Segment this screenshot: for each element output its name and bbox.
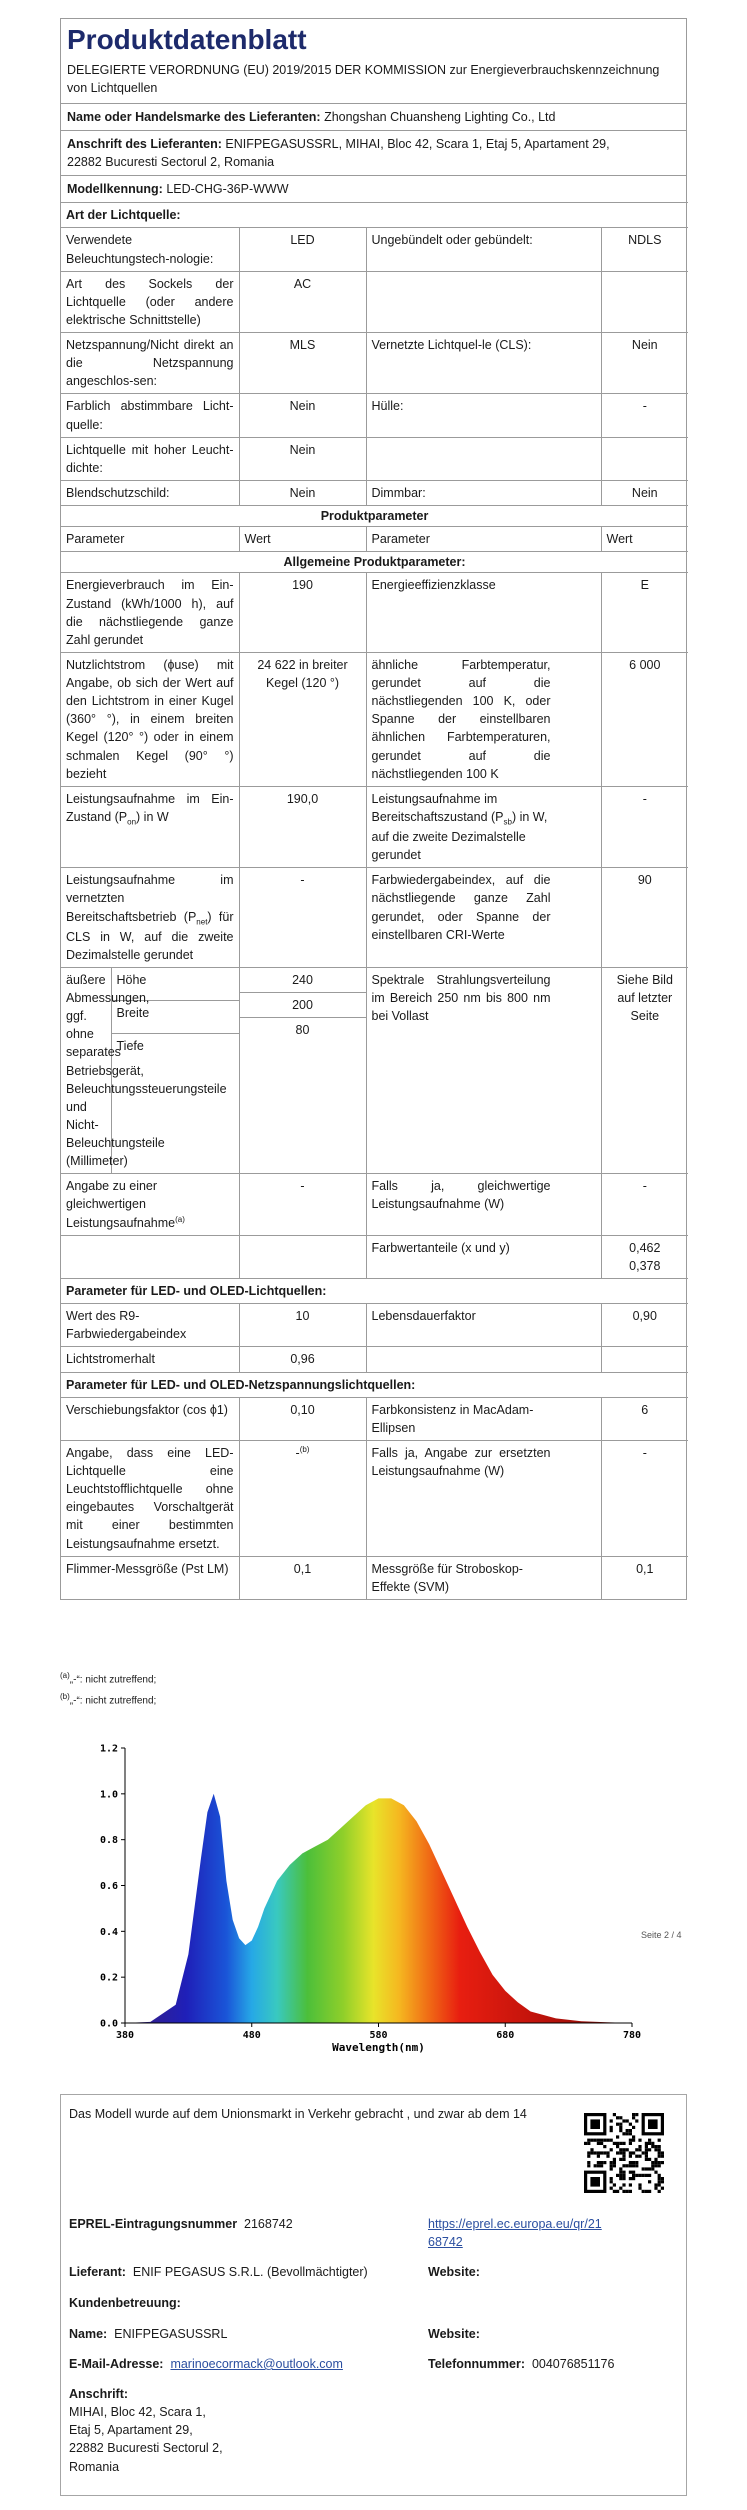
dimensions-label: äußere Abmessungen, ggf. ohne separates Betriebsgerät, Beleuchtungssteuerungsteile und Nicht-Beleuchtungsteile (Millimeter) (61, 968, 111, 1173)
envelope-label: Hülle: (366, 394, 601, 437)
footnote-b: $^{(b)}$„-“: nicht zutreffend; (60, 1692, 157, 1707)
service-name-field (69, 2325, 227, 2343)
service-name-label: Name: (69, 2327, 108, 2341)
table-row (61, 228, 688, 271)
table-row (61, 573, 688, 653)
datasheet-table (61, 202, 688, 1599)
r9-value: 10 (239, 1304, 366, 1347)
power-factor-label: Verschiebungsfaktor (cos ϕ1) (61, 1397, 239, 1440)
empty-cell (601, 1347, 688, 1372)
table-row (61, 1440, 688, 1556)
empty-cell (601, 437, 688, 480)
mains-value: MLS (239, 333, 366, 394)
phone-value: 004076851176 (531, 2357, 615, 2371)
spectrum-area (125, 1794, 632, 2023)
address-label: Anschrift: (69, 2387, 129, 2401)
supplier-label: Lieferant: (69, 2265, 126, 2279)
x-tick-label: 580 (369, 2030, 388, 2041)
phone-field (428, 2355, 614, 2373)
cap-label: Art des Sockels der Lichtquelle (oder andere elektrische Schnittstelle) (61, 271, 239, 332)
width-label: Breite (111, 1000, 239, 1033)
market-intro-text: Das Modell wurde auf dem Unionsmarkt in Verkehr gebracht , und zwar ab dem 14 (69, 2107, 527, 2121)
cri-label: Farbwiedergabeindex, auf die nächstliegende ganze Zahl gerundet, oder Spanne der einstellbaren CRI-Werte (366, 868, 601, 968)
table-row (61, 868, 688, 968)
email-field (69, 2355, 343, 2373)
energy-label: Energieverbrauch im Ein-Zustand (kWh/1000 h), auf die nächstliegende ganze Zahl gerundet (61, 573, 239, 653)
networked-standby-label: Leistungsaufnahme im vernetzten Bereitschaftsbetrieb $(P_{net})$ für CLS in W, auf die zweite Dezimalstelle gerundet (61, 868, 239, 968)
empty-cell (366, 437, 601, 480)
supplier-field (69, 2263, 368, 2281)
energy-value: 190 (239, 573, 366, 653)
model-label: Modellkennung: (67, 182, 163, 197)
empty-cell (61, 1235, 239, 1278)
r9-label: Wert des R9-Farbwiedergabeindex (61, 1304, 239, 1347)
model-row (61, 175, 686, 202)
efficiency-label: Energieeffizienzklasse (366, 573, 601, 653)
footnote-a: $^{(a)}$„-“: nicht zutreffend; (60, 1671, 157, 1686)
params-heading: Produktparameter (61, 506, 688, 527)
dimensions-row (61, 967, 688, 1173)
technology-value: LED (239, 228, 366, 271)
y-tick-label: 0.0 (99, 2018, 118, 2030)
regulation-subtitle: DELEGIERTE VERORDNUNG (EU) 2019/2015 DER KOMMISSION zur Energieverbrauchskennzeichnung von Lichtquellen (67, 62, 660, 95)
flux-label: Nutzlichtstrom (ɸuse) mit Angabe, ob sich der Wert auf den Lichtstrom in einer Kugel (360° °), in einem breiten Kegel (120° °) oder in einem schmalen Kegel (90° °) bezieht (61, 652, 239, 786)
power-factor-value: 0,10 (239, 1397, 366, 1440)
x-tick-label: 480 (242, 2030, 261, 2041)
flicker-label: Flimmer-Messgröße (Pst LM) (61, 1556, 239, 1599)
y-tick-label: 0.8 (99, 1835, 118, 1847)
supplier-address-value: ENIFPEGASUSSRL, MIHAI, Bloc 42, Scara 1, Etaj 5, Apartament 29, 22882 Bucuresti Sectorul 2, Romania (67, 136, 610, 170)
x-tick-label: 780 (622, 2030, 642, 2041)
equivalent-power-yes-label: Falls ja, gleichwertige Leistungsaufnahme (W) (366, 1174, 601, 1236)
tunable-label: Farblich abstimmbare Licht-quelle: (61, 394, 239, 437)
power-on-value: 190,0 (239, 786, 366, 867)
product-datasheet (60, 18, 687, 1600)
mains-label: Netzspannung/Nicht direkt an die Netzspannung angeschlos-sen: (61, 333, 239, 394)
high-luminance-value: Nein (239, 437, 366, 480)
col-header-param: Parameter (61, 527, 239, 552)
mains-heading-row (61, 1372, 688, 1397)
directional-value: NDLS (601, 228, 688, 271)
svm-value: 0,1 (601, 1556, 688, 1599)
standby-label: Leistungsaufnahme im Bereitschaftszustand $(P_{sb})$ in W, auf die zweite Dezimalstelle gerundet (366, 786, 601, 867)
lumen-maintenance-label: Lichtstromerhalt (61, 1347, 239, 1372)
width-value: 200 (240, 992, 366, 1017)
dimmable-value: Nein (601, 480, 688, 505)
equivalent-power-label: Angabe zu einer gleichwertigen Leistungsaufnahme$^{(a)}$ (61, 1174, 239, 1236)
website-label: Website: (428, 2265, 480, 2279)
table-row (61, 1235, 688, 1278)
chromaticity-value: 0,462 0,378 (601, 1235, 688, 1278)
lumen-maintenance-value: 0,96 (239, 1347, 366, 1372)
dimensions-values-cell (239, 967, 366, 1173)
equivalent-power-yes-value: - (601, 1174, 688, 1236)
x-tick-label: 380 (115, 2030, 135, 2041)
y-tick-label: 0.2 (99, 1972, 118, 1984)
table-row (61, 786, 688, 867)
address-line: Etaj 5, Apartament 29, (69, 2423, 193, 2438)
mains-heading: Parameter für LED- und OLED-Netzspannungslichtquellen: (61, 1372, 688, 1397)
x-axis-label: Wavelength(nm) (332, 2041, 425, 2054)
led-heading-row (61, 1279, 688, 1304)
service-website-label: Website: (428, 2327, 480, 2341)
empty-cell (366, 1347, 601, 1372)
led-heading: Parameter für LED- und OLED-Lichtquellen: (61, 1279, 688, 1304)
y-tick-label: 1.0 (99, 1789, 118, 1801)
supplier-address-row (61, 130, 686, 175)
cct-value: 6 000 (601, 652, 688, 786)
y-tick-label: 0.6 (99, 1881, 118, 1892)
depth-label: Tiefe (111, 1033, 239, 1173)
cls-value: Nein (601, 333, 688, 394)
empty-cell (239, 1235, 366, 1278)
footnotes (60, 1668, 156, 1711)
glare-label: Blendschutzschild: (61, 480, 239, 505)
equivalent-power-value: - (239, 1174, 366, 1236)
supplier-name-row (61, 103, 686, 130)
y-tick-label: 1.2 (99, 1743, 118, 1755)
service-website-field (428, 2325, 480, 2343)
survival-value: 0,90 (601, 1304, 688, 1347)
page-title: Produktdatenblatt (67, 24, 307, 55)
address-line: Romania (69, 2459, 120, 2474)
table-row (61, 652, 688, 786)
empty-cell (601, 271, 688, 332)
cct-label: ähnliche Farbtemperatur, gerundet auf die nächstliegenden 100 K, oder Spanne der einstellbaren ähnlichen Farbtemperaturen, gerundet auf die nächstliegenden 100 K (366, 652, 601, 786)
general-heading-row (61, 552, 688, 573)
spectral-distribution-chart (90, 1738, 650, 2058)
height-value: 240 (292, 972, 313, 987)
networked-standby-value: - (239, 868, 366, 968)
light-source-heading: Art der Lichtquelle: (61, 203, 688, 228)
height-label: Höhe (116, 972, 147, 987)
depth-value: 80 (240, 1017, 366, 1042)
customer-service-heading: Kundenbetreuung: (69, 2296, 181, 2310)
glare-value: Nein (239, 480, 366, 505)
col-header-value: Wert (601, 527, 688, 552)
efficiency-value: E (601, 573, 688, 653)
service-name-value: ENIFPEGASUSSRL (114, 2327, 228, 2341)
dimensions-cell (61, 967, 239, 1173)
table-row (61, 1347, 688, 1372)
email-link[interactable]: marinoecormack@outlook.com (170, 2357, 343, 2371)
eprel-number (69, 2215, 293, 2233)
x-tick-label: 680 (496, 2030, 515, 2041)
params-header-row (61, 527, 688, 552)
eprel-label: EPREL-Eintragungsnummer (69, 2217, 238, 2231)
envelope-value: - (601, 394, 688, 437)
qr-code-icon[interactable] (584, 2113, 664, 2193)
cls-label: Vernetzte Lichtquel-le (CLS): (366, 333, 601, 394)
table-row (61, 1397, 688, 1440)
eprel-info-card (60, 2094, 687, 2496)
table-row (61, 271, 688, 332)
cri-value: 90 (601, 868, 688, 968)
chromaticity-label: Farbwertanteile (x und y) (366, 1235, 601, 1278)
table-row (61, 1304, 688, 1347)
table-row (61, 1174, 688, 1236)
address-line: MIHAI, Bloc 42, Scara 1, (69, 2405, 206, 2420)
table-row (61, 1556, 688, 1599)
replacement-yes-label: Falls ja, Angabe zur ersetzten Leistungsaufnahme (W) (366, 1440, 601, 1556)
address-line: 22882 Bucuresti Sectorul 2, (69, 2441, 223, 2456)
spectrum-label: Spektrale Strahlungsverteilung im Bereich 250 nm bis 800 nm bei Vollast (366, 967, 601, 1173)
spectrum-value: Siehe Bild auf letzter Seite (601, 967, 688, 1173)
technology-label: Verwendete Beleuchtungstech-nologie: (61, 228, 239, 271)
replacement-yes-value: - (601, 1440, 688, 1556)
params-heading-row (61, 506, 688, 527)
supplier-value: ENIF PEGASUS S.R.L. (Bevollmächtigter) (132, 2265, 368, 2279)
eprel-link[interactable]: https://eprel.ec.europa.eu/qr/2168742 (428, 2217, 602, 2250)
general-heading: Allgemeine Produktparameter: (61, 552, 688, 573)
svm-label: Messgröße für Stroboskop-Effekte (SVM) (366, 1556, 601, 1599)
page-number: Seite 2 / 4 (641, 1930, 682, 1940)
address-field (69, 2385, 223, 2476)
light-source-heading-row (61, 203, 688, 228)
phone-label: Telefonnummer: (428, 2357, 525, 2371)
empty-cell (366, 271, 601, 332)
power-on-label: Leistungsaufnahme im Ein-Zustand $(P_{on})$ in W (61, 786, 239, 867)
supplier-name-value: Zhongshan Chuansheng Lighting Co., Ltd (324, 109, 556, 124)
directional-label: Ungebündelt oder gebündelt: (366, 228, 601, 271)
high-luminance-label: Lichtquelle mit hoher Leucht-dichte: (61, 437, 239, 480)
dimensions-subtable (61, 968, 239, 1173)
tunable-value: Nein (239, 394, 366, 437)
model-value: LED-CHG-36P-WWW (166, 182, 289, 197)
table-row (61, 394, 688, 437)
website-field (428, 2263, 480, 2281)
supplier-address-label: Anschrift des Lieferanten: (67, 136, 222, 151)
email-label: E-Mail-Adresse: (69, 2357, 164, 2371)
table-row (61, 437, 688, 480)
replacement-label: Angabe, dass eine LED-Lichtquelle eine Leuchtstofflichtquelle ohne eingebautes Vorschaltgerät mit einer bestimmten Leistungsaufnahme ersetzt. (61, 1440, 239, 1556)
col-header-value: Wert (239, 527, 366, 552)
table-row (61, 480, 688, 505)
flicker-value: 0,1 (239, 1556, 366, 1599)
standby-value: - (601, 786, 688, 867)
col-header-param: Parameter (366, 527, 601, 552)
replacement-value: -$^{(b)}$ (239, 1440, 366, 1556)
dimmable-label: Dimmbar: (366, 480, 601, 505)
cap-value: AC (239, 271, 366, 332)
supplier-name-label: Name oder Handelsmarke des Lieferanten: (67, 109, 321, 124)
table-row (61, 333, 688, 394)
survival-label: Lebensdauerfaktor (366, 1304, 601, 1347)
eprel-value: 2168742 (244, 2217, 293, 2231)
flux-value: 24 622 in breiter Kegel (120 °) (239, 652, 366, 786)
macadam-label: Farbkonsistenz in MacAdam-Ellipsen (366, 1397, 601, 1440)
y-tick-label: 0.4 (99, 1926, 118, 1938)
macadam-value: 6 (601, 1397, 688, 1440)
